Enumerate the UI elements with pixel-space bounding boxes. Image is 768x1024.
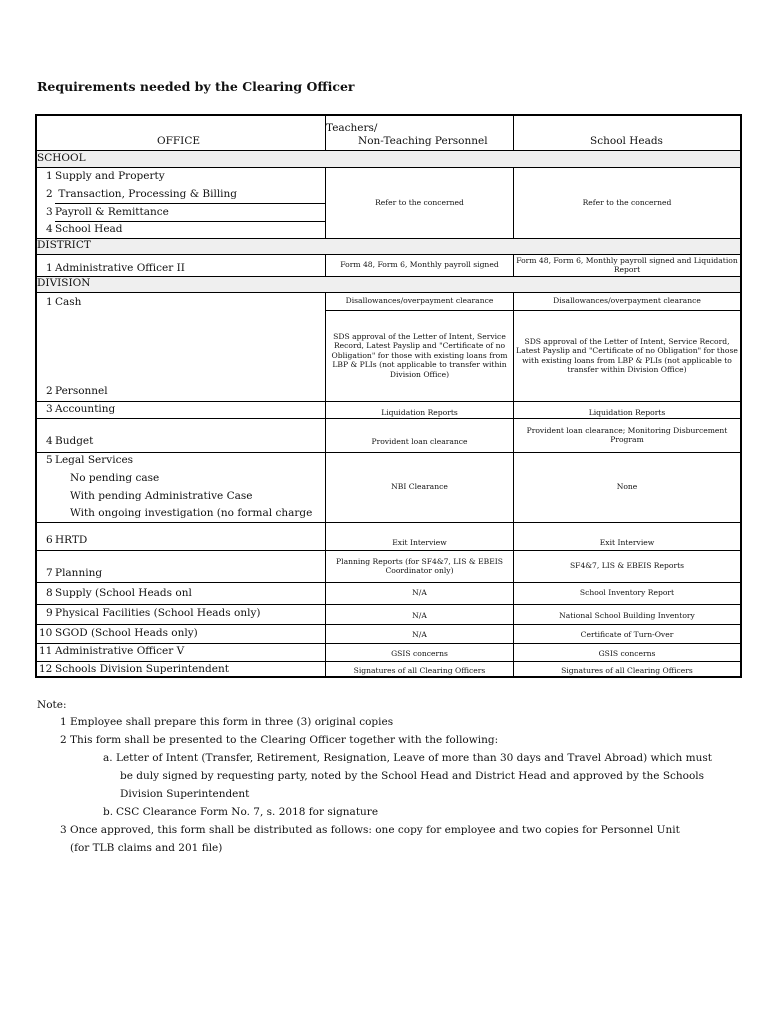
- school-item-4-num: 4: [46, 223, 53, 235]
- division-item-7-teachers: Planning Reports (for SF4&7, LIS & EBEIS Coordinator only): [336, 556, 503, 575]
- division-item-9-num: 9: [46, 607, 53, 619]
- division-item-12-label: Schools Division Superintendent: [55, 663, 229, 675]
- division-item-1-num: 1: [46, 296, 53, 308]
- district-item-1-heads: Form 48, Form 6, Monthly payroll signed and Liquidation Report: [516, 255, 738, 274]
- note-2a-line1: Letter of Intent (Transfer, Retirement, Resignation, Leave of more than 30 days and Travel Abroad) which must: [116, 752, 712, 764]
- division-item-6-label: HRTD: [55, 534, 88, 546]
- school-item-3-label: Payroll & Remittance: [55, 206, 169, 218]
- division-item-9-label: Physical Facilities (School Heads only): [55, 607, 261, 619]
- header-teachers-line2: Non-Teaching Personnel: [358, 135, 488, 147]
- legal-sub-1: No pending case: [70, 472, 160, 484]
- division-item-8-label: Supply (School Heads onl: [55, 587, 192, 599]
- division-item-3-label: Accounting: [55, 403, 116, 415]
- school-section-bg: [37, 150, 740, 167]
- district-section-bg: [37, 238, 740, 254]
- note-3-line1: Once approved, this form shall be distributed as follows: one copy for employee and two copies for Personnel Unit: [70, 824, 680, 836]
- note-2a-line2: be duly signed by requesting party, noted by the School Head and District Head and approved by the Schools: [120, 770, 705, 782]
- division-item-1-heads: Disallowances/overpayment clearance: [553, 296, 701, 306]
- division-item-1-teachers: Disallowances/overpayment clearance: [345, 296, 494, 306]
- note-2a-line3: Division Superintendent: [120, 788, 250, 800]
- division-item-3-num: 3: [46, 403, 53, 415]
- division-item-7-num: 7: [46, 567, 53, 579]
- division-item-2-label: Personnel: [55, 385, 108, 397]
- division-item-10-teachers: N/A: [412, 630, 427, 640]
- division-item-9-teachers: N/A: [412, 610, 427, 620]
- section-division: DIVISION: [37, 277, 91, 289]
- division-item-6-teachers: Exit Interview: [392, 537, 447, 547]
- division-item-3-teachers: Liquidation Reports: [381, 407, 458, 417]
- division-item-7-label: Planning: [55, 567, 103, 579]
- division-item-8-num: 8: [46, 587, 53, 599]
- division-item-5-heads: None: [616, 482, 638, 492]
- header-office: OFFICE: [157, 135, 201, 147]
- requirements-table: [35, 114, 742, 678]
- header-teachers-line1: Teachers/: [326, 122, 378, 134]
- division-item-5-label: Legal Services: [55, 454, 134, 466]
- division-item-12-num: 12: [39, 663, 53, 675]
- division-section-bg: [37, 276, 740, 292]
- division-item-10-label: SGOD (School Heads only): [55, 627, 198, 639]
- division-item-11-num: 11: [39, 645, 53, 657]
- division-item-11-heads: GSIS concerns: [598, 648, 656, 658]
- division-item-5-num: 5: [46, 454, 53, 466]
- note-3-line2: (for TLB claims and 201 file): [70, 842, 223, 854]
- division-item-4-num: 4: [46, 435, 53, 447]
- division-item-12-teachers: Signatures of all Clearing Officers: [353, 666, 486, 676]
- division-item-7-heads: SF4&7, LIS & EBEIS Reports: [569, 561, 685, 571]
- division-item-3-heads: Liquidation Reports: [588, 407, 666, 417]
- division-item-6-heads: Exit Interview: [599, 537, 655, 547]
- division-item-12-heads: Signatures of all Clearing Officers: [561, 666, 693, 676]
- header-school-heads: School Heads: [590, 135, 663, 147]
- legal-sub-3: With ongoing investigation (no formal charge: [70, 507, 313, 519]
- division-item-10-num: 10: [39, 627, 53, 639]
- school-teachers-req: Refer to the concerned: [375, 197, 464, 207]
- section-school: SCHOOL: [37, 152, 86, 164]
- school-item-3-num: 3: [46, 206, 53, 218]
- school-item-1-label: Supply and Property: [55, 170, 165, 182]
- note-3-num: 3: [60, 824, 67, 836]
- note-2-text: This form shall be presented to the Clearing Officer together with the following:: [70, 734, 499, 746]
- division-item-4-heads: Provident loan clearance; Monitoring Disburcement Program: [526, 425, 728, 444]
- note-2b-label: b.: [103, 806, 114, 818]
- division-item-6-num: 6: [46, 534, 53, 546]
- school-item-2-num: 2: [46, 188, 53, 200]
- school-heads-req: Refer to the concerned: [582, 197, 672, 207]
- division-item-2-num: 2: [46, 385, 53, 397]
- school-item-4-label: School Head: [55, 223, 123, 235]
- division-item-4-teachers: Provident loan clearance: [371, 437, 468, 447]
- division-item-4-label: Budget: [55, 435, 94, 447]
- division-item-2-heads: SDS approval of the Letter of Intent, Service Record, Latest Payslip and "Certificate of no Obligation" for those with existing loans from LBP & PLIs (not applicable to transfer within Division Office): [516, 336, 738, 374]
- division-item-11-label: Administrative Officer V: [55, 645, 185, 657]
- note-2a-label: a.: [103, 752, 113, 764]
- notes-heading: Note:: [37, 699, 67, 711]
- division-item-1-label: Cash: [55, 296, 82, 308]
- legal-sub-2: With pending Administrative Case: [70, 490, 253, 502]
- note-2b-text: CSC Clearance Form No. 7, s. 2018 for signature: [116, 806, 379, 818]
- division-item-2-teachers: SDS approval of the Letter of Intent, Service Record, Latest Payslip and "Certificate of no Obligation" for those with existing loans from LBP & PLIs (not applicable to transfer within Division Office): [331, 331, 508, 379]
- district-item-1-num: 1: [46, 262, 53, 274]
- division-item-5-teachers: NBI Clearance: [391, 482, 448, 492]
- section-district: DISTRICT: [37, 239, 91, 251]
- page-title: Requirements needed by the Clearing Officer: [37, 79, 355, 94]
- note-1-text: Employee shall prepare this form in three (3) original copies: [70, 716, 394, 728]
- division-item-8-teachers: N/A: [412, 588, 427, 598]
- note-1-num: 1: [60, 716, 67, 728]
- division-item-10-heads: Certificate of Turn-Over: [580, 630, 674, 640]
- school-item-2-label: Transaction, Processing & Billing: [55, 188, 238, 200]
- note-2-num: 2: [60, 734, 67, 746]
- division-item-11-teachers: GSIS concerns: [391, 648, 448, 658]
- district-item-1-teachers: Form 48, Form 6, Monthly payroll signed: [340, 260, 499, 270]
- district-item-1-label: Administrative Officer II: [55, 262, 185, 274]
- division-item-9-heads: National School Building Inventory: [559, 610, 695, 620]
- division-item-8-heads: School Inventory Report: [579, 588, 675, 598]
- school-item-1-num: 1: [46, 170, 53, 182]
